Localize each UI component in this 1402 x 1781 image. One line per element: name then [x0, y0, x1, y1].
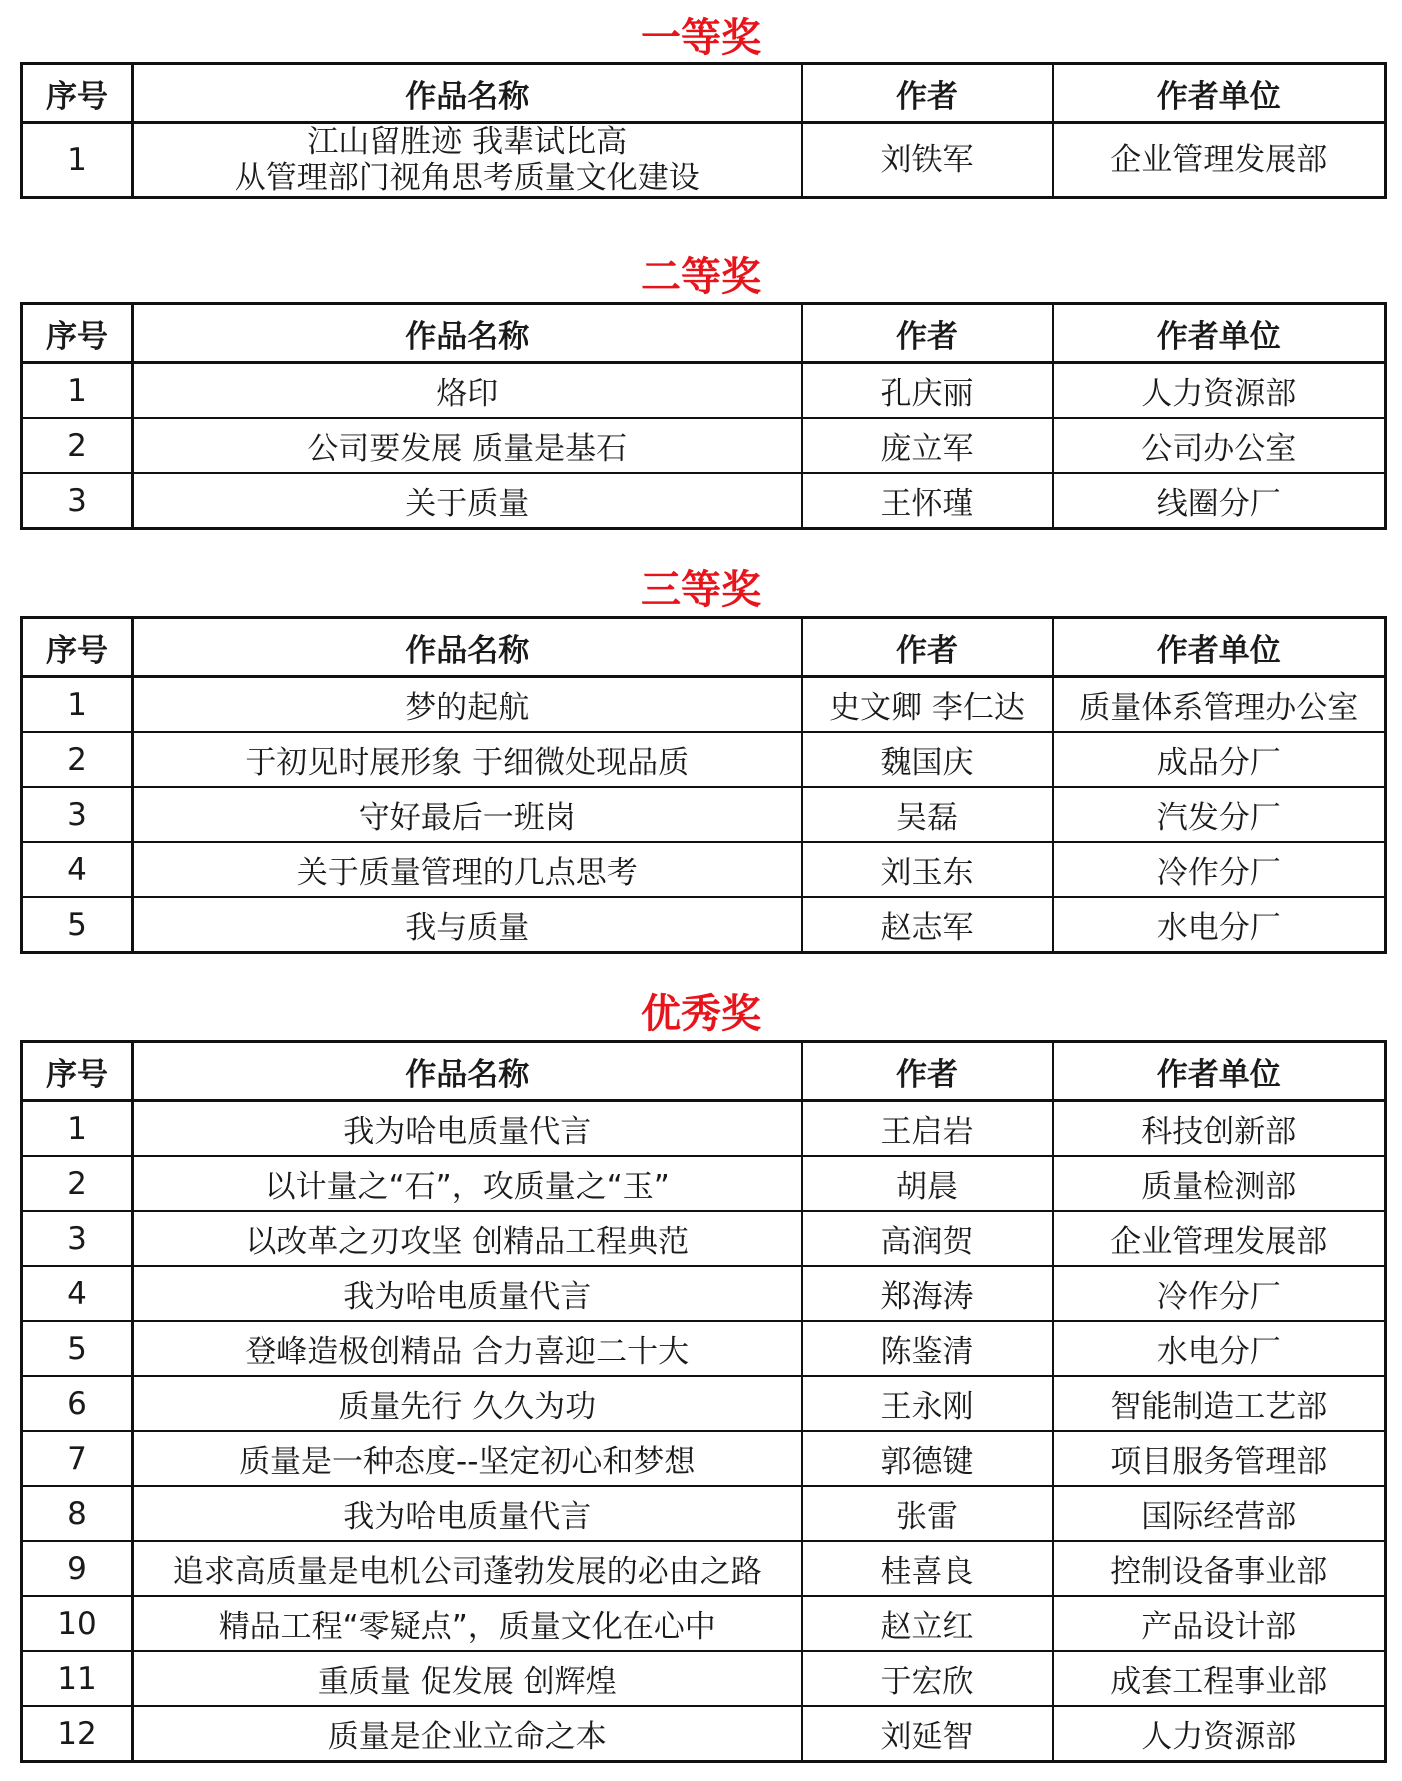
cell-no: 10	[22, 1596, 133, 1651]
cell-no: 11	[22, 1651, 133, 1706]
cell-author: 高润贺	[802, 1211, 1053, 1266]
cell-title: 重质量 促发展 创辉煌	[133, 1651, 802, 1706]
cell-no: 3	[22, 787, 133, 842]
table-row	[22, 1211, 1386, 1266]
header-unit: 作者单位	[1053, 1042, 1386, 1101]
cell-author: 赵立红	[802, 1596, 1053, 1651]
cell-unit: 冷作分厂	[1053, 1266, 1386, 1321]
cell-no: 3	[22, 1211, 133, 1266]
header-author: 作者	[802, 618, 1053, 677]
first-prize-table	[20, 62, 1387, 199]
second-prize-table	[20, 302, 1387, 530]
header-no: 序号	[22, 64, 133, 123]
cell-unit: 国际经营部	[1053, 1486, 1386, 1541]
cell-author: 胡晨	[802, 1156, 1053, 1211]
cell-no: 1	[22, 123, 133, 198]
cell-author: 史文卿 李仁达	[802, 677, 1053, 733]
cell-no: 1	[22, 363, 133, 419]
cell-author: 吴磊	[802, 787, 1053, 842]
cell-title	[133, 123, 802, 198]
cell-author: 王启岩	[802, 1101, 1053, 1157]
header-author: 作者	[802, 304, 1053, 363]
header-author: 作者	[802, 1042, 1053, 1101]
second-prize-title: 二等奖	[641, 254, 761, 300]
table-row	[22, 1431, 1386, 1486]
cell-author: 魏国庆	[802, 732, 1053, 787]
cell-unit: 产品设计部	[1053, 1596, 1386, 1651]
cell-no: 4	[22, 842, 133, 897]
cell-unit: 线圈分厂	[1053, 473, 1386, 529]
header-row	[22, 1042, 1386, 1101]
cell-author: 郑海涛	[802, 1266, 1053, 1321]
cell-unit: 成套工程事业部	[1053, 1651, 1386, 1706]
cell-no: 7	[22, 1431, 133, 1486]
cell-title: 追求高质量是电机公司蓬勃发展的必由之路	[133, 1541, 802, 1596]
cell-author: 王怀瑾	[802, 473, 1053, 529]
cell-no: 6	[22, 1376, 133, 1431]
cell-title: 于初见时展形象 于细微处现品质	[133, 732, 802, 787]
table-row	[22, 1101, 1386, 1157]
cell-title: 关于质量	[133, 473, 802, 529]
cell-no: 2	[22, 732, 133, 787]
cell-author: 刘玉东	[802, 842, 1053, 897]
cell-author: 张雷	[802, 1486, 1053, 1541]
cell-unit: 企业管理发展部	[1053, 123, 1386, 198]
cell-title: 质量是企业立命之本	[133, 1706, 802, 1762]
table-row	[22, 1706, 1386, 1762]
header-unit: 作者单位	[1053, 64, 1386, 123]
third-prize-title: 三等奖	[641, 567, 761, 613]
header-author: 作者	[802, 64, 1053, 123]
cell-no: 2	[22, 418, 133, 473]
third-prize-table	[20, 616, 1387, 954]
cell-title: 登峰造极创精品 合力喜迎二十大	[133, 1321, 802, 1376]
cell-title: 以改革之刃攻坚 创精品工程典范	[133, 1211, 802, 1266]
cell-title: 梦的起航	[133, 677, 802, 733]
cell-author: 庞立军	[802, 418, 1053, 473]
cell-unit: 水电分厂	[1053, 897, 1386, 953]
cell-author: 赵志军	[802, 897, 1053, 953]
header-title: 作品名称	[133, 304, 802, 363]
header-row	[22, 618, 1386, 677]
cell-unit: 人力资源部	[1053, 1706, 1386, 1762]
header-row	[22, 304, 1386, 363]
table-row	[22, 1321, 1386, 1376]
cell-unit: 汽发分厂	[1053, 787, 1386, 842]
cell-unit: 质量检测部	[1053, 1156, 1386, 1211]
header-unit: 作者单位	[1053, 304, 1386, 363]
header-no: 序号	[22, 1042, 133, 1101]
cell-title: 以计量之“石”，攻质量之“玉”	[133, 1156, 802, 1211]
table-row	[22, 1596, 1386, 1651]
cell-author: 于宏欣	[802, 1651, 1053, 1706]
cell-title: 我为哈电质量代言	[133, 1101, 802, 1157]
cell-unit: 控制设备事业部	[1053, 1541, 1386, 1596]
table-row	[22, 473, 1386, 529]
table-row	[22, 1651, 1386, 1706]
table-row	[22, 787, 1386, 842]
cell-title-line2: 从管理部门视角思考质量文化建设	[234, 160, 700, 196]
cell-unit: 质量体系管理办公室	[1053, 677, 1386, 733]
excellent-prize-table	[20, 1040, 1387, 1763]
table-row	[22, 897, 1386, 953]
cell-author: 陈鉴清	[802, 1321, 1053, 1376]
cell-unit: 智能制造工艺部	[1053, 1376, 1386, 1431]
cell-unit: 水电分厂	[1053, 1321, 1386, 1376]
cell-author: 孔庆丽	[802, 363, 1053, 419]
table-row	[22, 363, 1386, 419]
header-title: 作品名称	[133, 64, 802, 123]
table-row	[22, 1486, 1386, 1541]
cell-unit: 人力资源部	[1053, 363, 1386, 419]
cell-no: 3	[22, 473, 133, 529]
table-row	[22, 732, 1386, 787]
cell-unit: 企业管理发展部	[1053, 1211, 1386, 1266]
cell-unit: 公司办公室	[1053, 418, 1386, 473]
header-row	[22, 64, 1386, 123]
first-prize-title: 一等奖	[641, 15, 761, 61]
header-no: 序号	[22, 618, 133, 677]
cell-no: 1	[22, 677, 133, 733]
cell-author: 刘延智	[802, 1706, 1053, 1762]
cell-title: 我为哈电质量代言	[133, 1266, 802, 1321]
cell-title-line1: 江山留胜迹 我辈试比高	[307, 124, 628, 160]
table-row	[22, 1266, 1386, 1321]
header-unit: 作者单位	[1053, 618, 1386, 677]
cell-title: 烙印	[133, 363, 802, 419]
cell-title: 质量先行 久久为功	[133, 1376, 802, 1431]
cell-unit: 项目服务管理部	[1053, 1431, 1386, 1486]
excellent-prize-title: 优秀奖	[641, 991, 761, 1037]
cell-no: 12	[22, 1706, 133, 1762]
cell-no: 5	[22, 897, 133, 953]
cell-title: 我为哈电质量代言	[133, 1486, 802, 1541]
header-title: 作品名称	[133, 618, 802, 677]
table-row	[22, 1541, 1386, 1596]
cell-author: 刘铁军	[802, 123, 1053, 198]
cell-title: 守好最后一班岗	[133, 787, 802, 842]
cell-no: 2	[22, 1156, 133, 1211]
cell-no: 5	[22, 1321, 133, 1376]
table-row	[22, 123, 1386, 198]
cell-no: 1	[22, 1101, 133, 1157]
cell-title: 公司要发展 质量是基石	[133, 418, 802, 473]
cell-title: 质量是一种态度--坚定初心和梦想	[133, 1431, 802, 1486]
cell-title: 精品工程“零疑点”，质量文化在心中	[133, 1596, 802, 1651]
cell-author: 王永刚	[802, 1376, 1053, 1431]
cell-title: 关于质量管理的几点思考	[133, 842, 802, 897]
cell-author: 郭德键	[802, 1431, 1053, 1486]
table-row	[22, 842, 1386, 897]
cell-unit: 成品分厂	[1053, 732, 1386, 787]
cell-unit: 冷作分厂	[1053, 842, 1386, 897]
table-row	[22, 418, 1386, 473]
cell-no: 8	[22, 1486, 133, 1541]
header-no: 序号	[22, 304, 133, 363]
cell-unit: 科技创新部	[1053, 1101, 1386, 1157]
cell-no: 4	[22, 1266, 133, 1321]
cell-author: 桂喜良	[802, 1541, 1053, 1596]
table-row	[22, 677, 1386, 733]
table-row	[22, 1156, 1386, 1211]
cell-no: 9	[22, 1541, 133, 1596]
table-row	[22, 1376, 1386, 1431]
header-title: 作品名称	[133, 1042, 802, 1101]
cell-title: 我与质量	[133, 897, 802, 953]
